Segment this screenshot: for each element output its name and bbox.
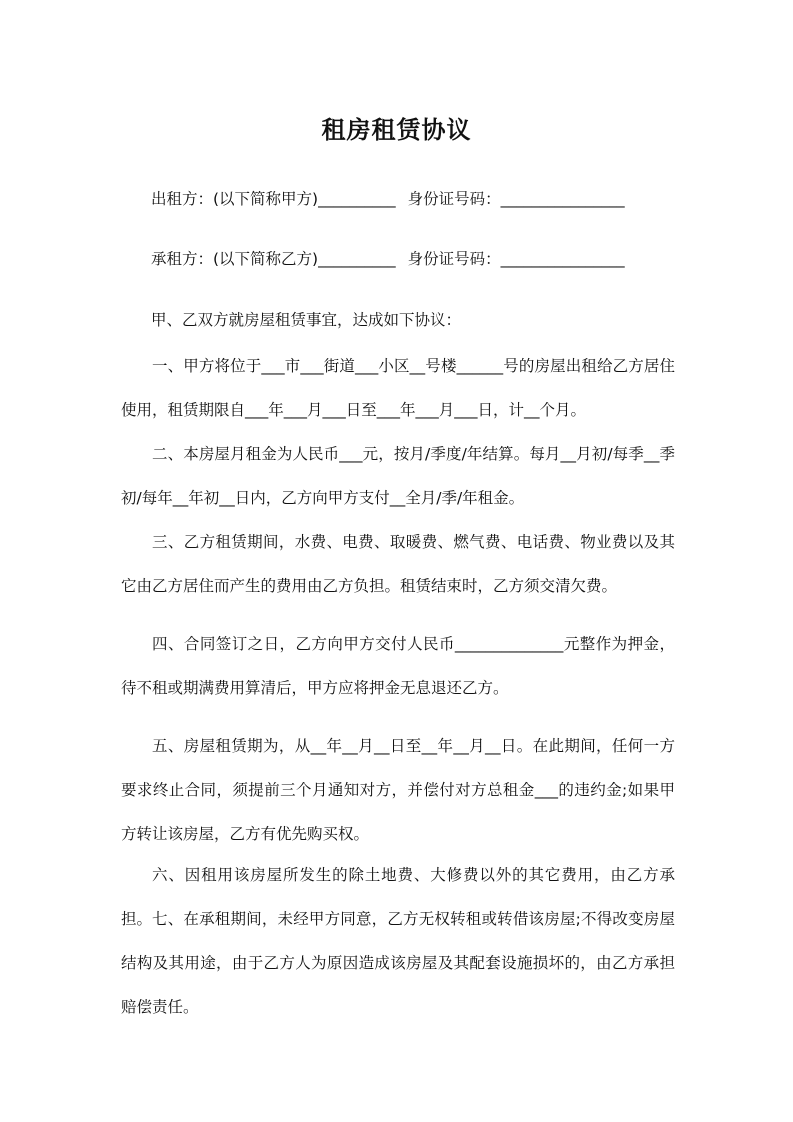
clause-3: 三、乙方租赁期间，水费、电费、取暖费、燃气费、电话费、物业费以及其它由乙方居住而产生的费用由乙方负担。租赁结束时，乙方须交清欠费。 [121, 533, 675, 595]
lessor-id-label: 身份证号码：________________ [407, 190, 625, 208]
clause-4: 四、合同签订之日，乙方向甲方交付人民币______________元整作为押金，待不租或期满费用算清后，甲方应将押金无息退还乙方。 [121, 635, 675, 697]
lessee-line [151, 247, 711, 271]
lessee-label: 承租方：(以下简称乙方)__________ [151, 250, 396, 268]
clause-6: 六、因租用该房屋所发生的除土地费、大修费以外的其它费用，由乙方承担。 [121, 866, 675, 928]
document-title: 租房租赁协议 [321, 116, 472, 144]
clause-1: 一、甲方将位于___市___街道___小区__号楼______号的房屋出租给乙方居住使用，租赁期限自___年___月___日至___年___月___日，计__个月。 [121, 357, 675, 419]
lessee-id-label: 身份证号码：________________ [407, 250, 625, 268]
clause-2: 二、本房屋月租金为人民币___元，按月/季度/年结算。每月__月初/每季__季初/每年__年初__日内，乙方向甲方支付__全月/季/年租金。 [121, 445, 675, 507]
lessor-label: 出租方：(以下简称甲方)__________ [151, 190, 396, 208]
clause-5: 五、房屋租赁期为，从__年__月__日至__年__月__日。在此期间，任何一方要求终止合同，须提前三个月通知对方，并偿付对方总租金___的违约金;如果甲方转让该房屋，乙方有优先购买权。 [121, 737, 675, 843]
lessor-line [151, 187, 711, 211]
clause-7: 七、在承租期间，未经甲方同意，乙方无权转租或转借该房屋;不得改变房屋结构及其用途，由于乙方人为原因造成该房屋及其配套设施损坏的，由乙方承担赔偿责任。 [121, 910, 675, 1016]
intro-paragraph: 甲、乙双方就房屋租赁事宜，达成如下协议： [151, 311, 462, 329]
